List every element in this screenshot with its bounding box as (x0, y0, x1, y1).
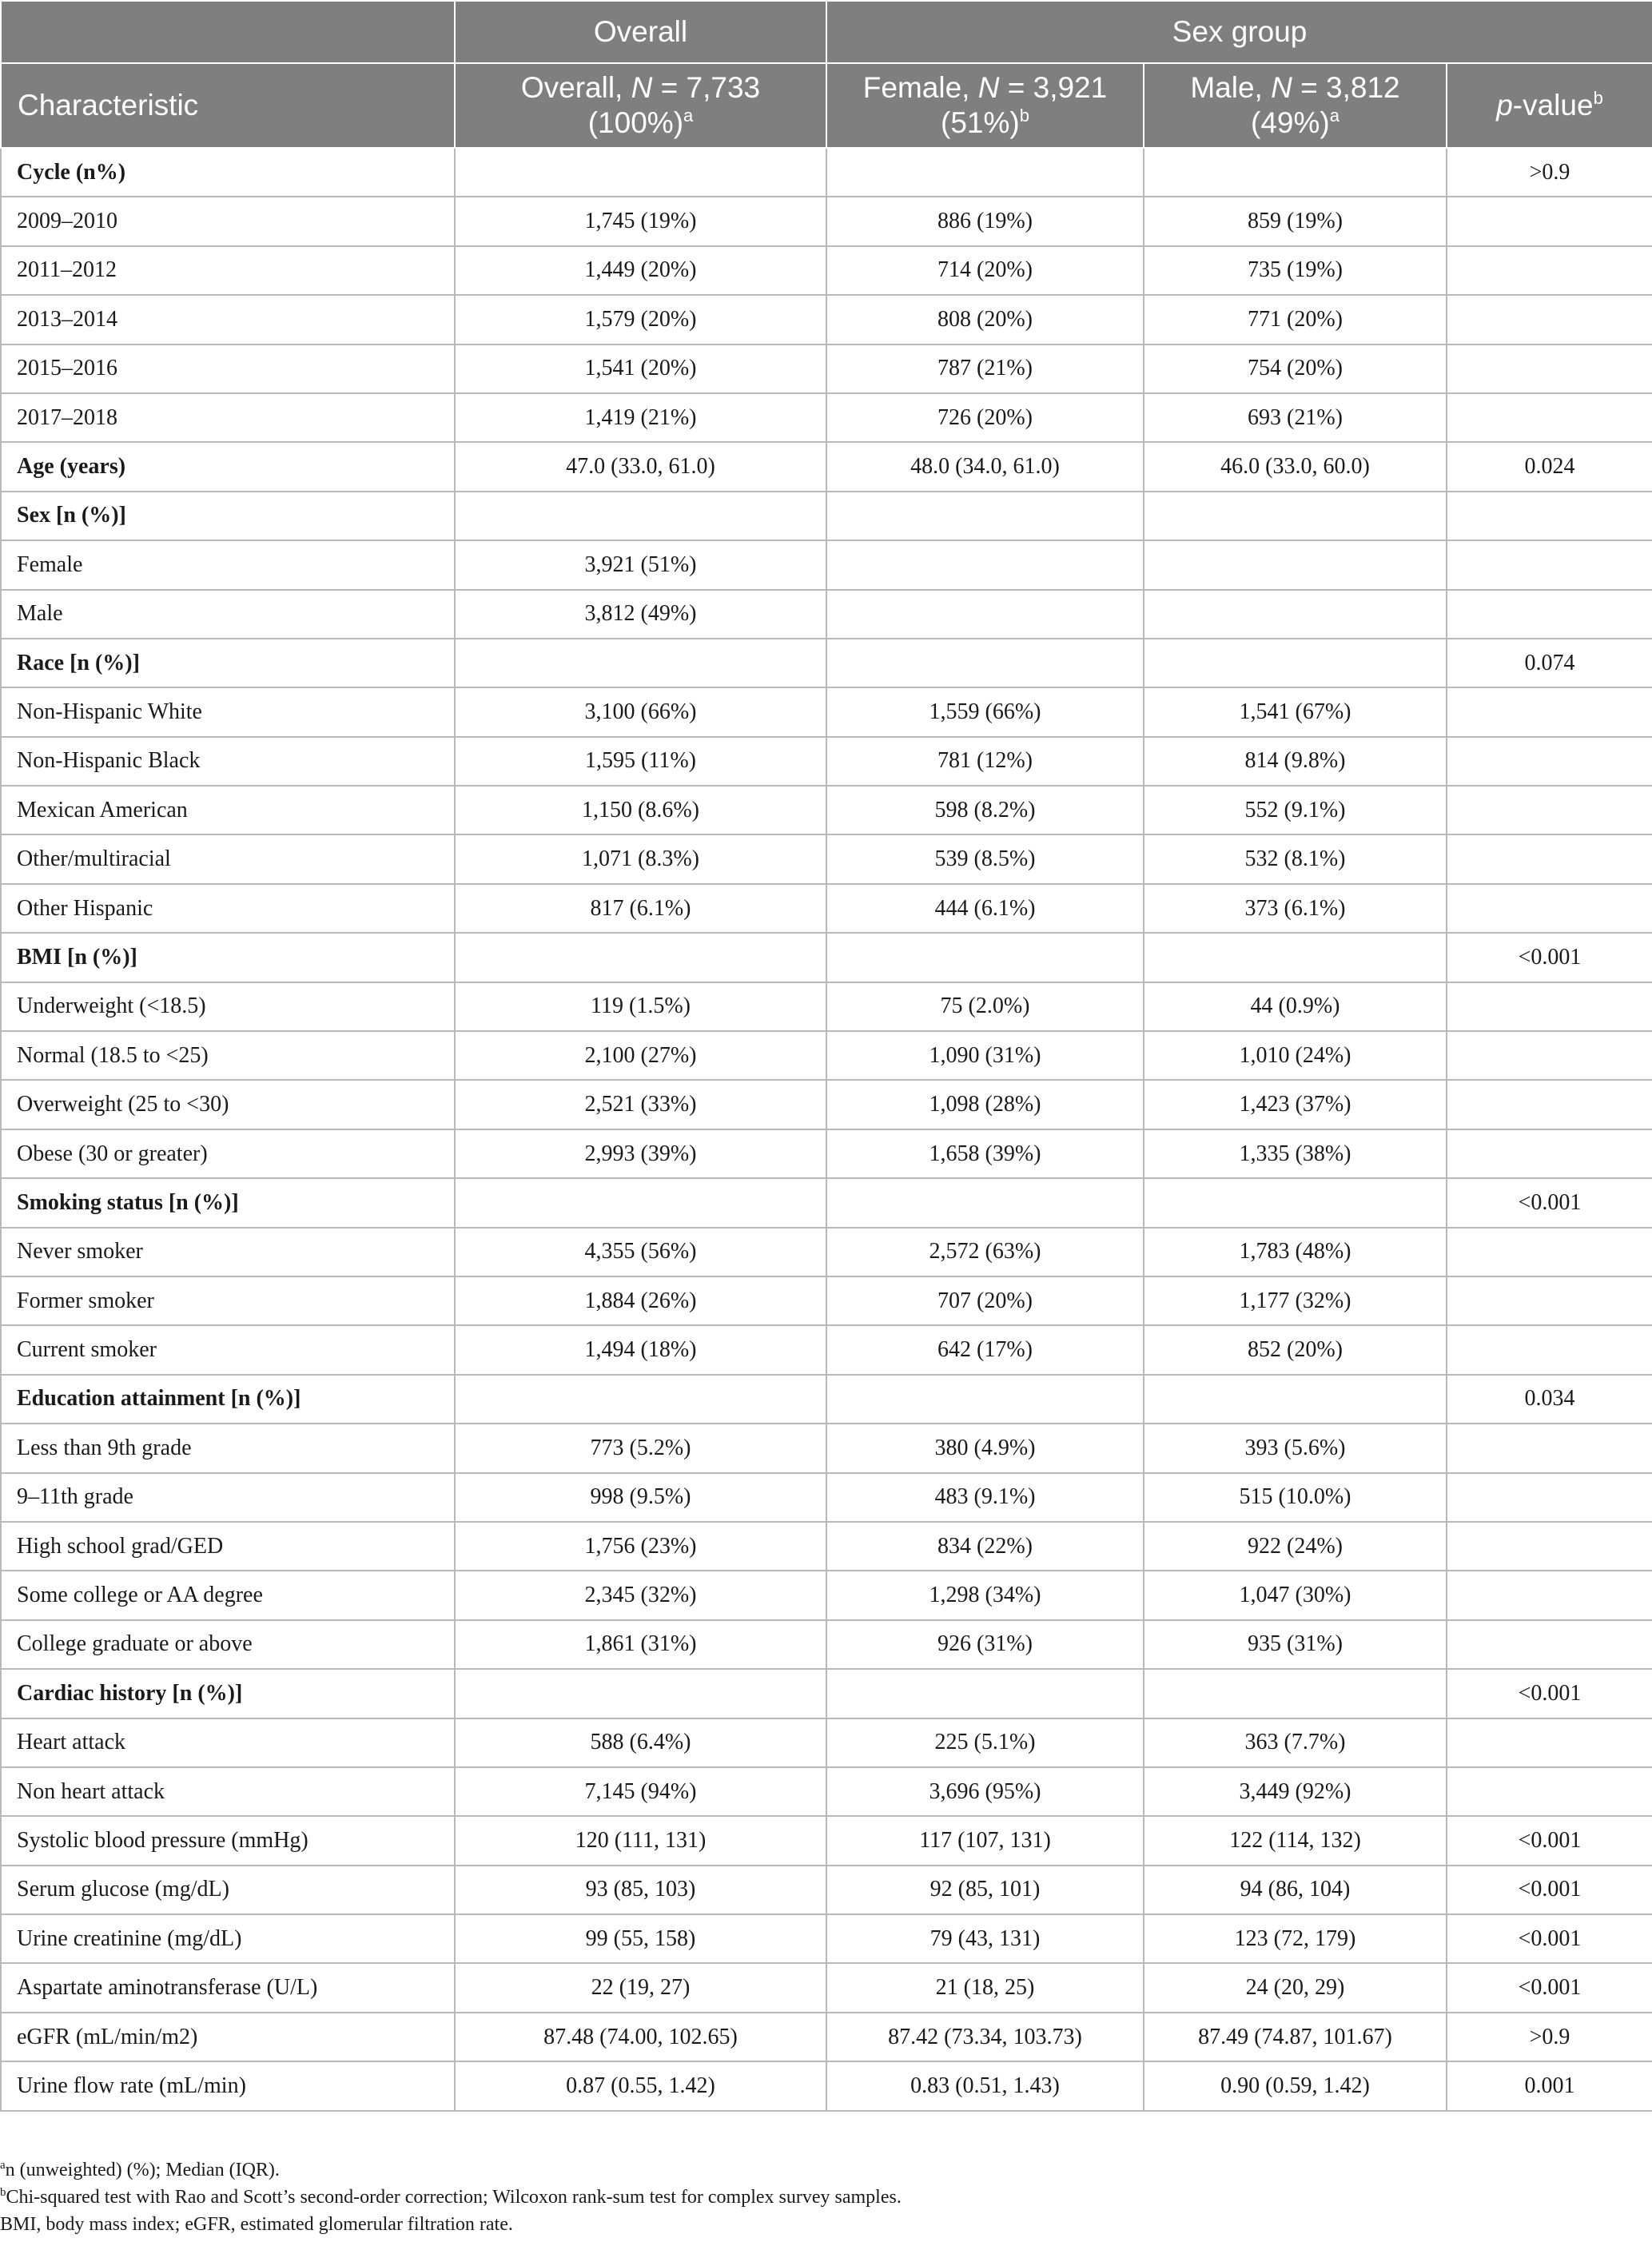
cell-female: 598 (8.2%) (826, 786, 1144, 834)
table-row (1, 1178, 1652, 1227)
row-label: Underweight (<18.5) (1, 982, 455, 1031)
cell-male: 859 (19%) (1144, 197, 1447, 245)
cell-male: 754 (20%) (1144, 344, 1447, 393)
cell-male: 771 (20%) (1144, 295, 1447, 344)
row-label: Urine flow rate (mL/min) (1, 2061, 455, 2110)
cell-female: 21 (18, 25) (826, 1963, 1144, 2012)
cell-female: 3,696 (95%) (826, 1767, 1144, 1816)
table-row (1, 393, 1652, 442)
cell-overall: 7,145 (94%) (455, 1767, 826, 1816)
cell-female (826, 540, 1144, 589)
header-group-overall: Overall (455, 1, 826, 63)
cell-pvalue (1447, 295, 1652, 344)
cell-female (826, 1669, 1144, 1718)
cell-overall (455, 1375, 826, 1424)
cell-male (1144, 148, 1447, 197)
row-label: Normal (18.5 to <25) (1, 1031, 455, 1080)
footnote (0, 2211, 1652, 2238)
cell-male: 852 (20%) (1144, 1325, 1447, 1374)
cell-male: 3,449 (92%) (1144, 1767, 1447, 1816)
cell-overall: 998 (9.5%) (455, 1473, 826, 1522)
cell-pvalue (1447, 1424, 1652, 1472)
cell-female (826, 639, 1144, 687)
cell-pvalue: <0.001 (1447, 1816, 1652, 1865)
cell-overall: 1,884 (26%) (455, 1276, 826, 1325)
cell-female: 117 (107, 131) (826, 1816, 1144, 1865)
row-label: Never smoker (1, 1228, 455, 1276)
header-male-sup: a (1329, 106, 1340, 125)
cell-female: 92 (85, 101) (826, 1866, 1144, 1914)
cell-overall: 773 (5.2%) (455, 1424, 826, 1472)
cell-overall: 2,521 (33%) (455, 1080, 826, 1129)
table-row (1, 197, 1652, 245)
table-row (1, 737, 1652, 786)
cell-male: 1,010 (24%) (1144, 1031, 1447, 1080)
row-label: Aspartate aminotransferase (U/L) (1, 1963, 455, 2012)
header-group-row (1, 1, 1652, 63)
header-pvalue (1447, 63, 1652, 148)
row-label: Overweight (25 to <30) (1, 1080, 455, 1129)
cell-overall: 0.87 (0.55, 1.42) (455, 2061, 826, 2110)
table-row (1, 1080, 1652, 1129)
cell-female: 1,090 (31%) (826, 1031, 1144, 1080)
cell-pvalue (1447, 590, 1652, 639)
cell-pvalue (1447, 1767, 1652, 1816)
header-empty-cell (1, 1, 455, 63)
row-label: 2013–2014 (1, 295, 455, 344)
cell-male: 1,783 (48%) (1144, 1228, 1447, 1276)
cell-overall (455, 492, 826, 540)
cell-pvalue (1447, 1276, 1652, 1325)
cell-male (1144, 492, 1447, 540)
row-label: Other/multiracial (1, 834, 455, 883)
table-row (1, 1473, 1652, 1522)
cell-overall (455, 1669, 826, 1718)
cell-overall: 1,494 (18%) (455, 1325, 826, 1374)
cell-male (1144, 590, 1447, 639)
cell-pvalue (1447, 687, 1652, 736)
table-row (1, 2013, 1652, 2061)
cell-male: 1,177 (32%) (1144, 1276, 1447, 1325)
cell-pvalue (1447, 1080, 1652, 1129)
cell-overall: 817 (6.1%) (455, 884, 826, 933)
cell-female: 726 (20%) (826, 393, 1144, 442)
cell-overall: 3,100 (66%) (455, 687, 826, 736)
cell-pvalue (1447, 786, 1652, 834)
cell-pvalue (1447, 1031, 1652, 1080)
header-female (826, 63, 1144, 148)
row-label: Former smoker (1, 1276, 455, 1325)
cell-female: 926 (31%) (826, 1620, 1144, 1669)
cell-overall: 2,993 (39%) (455, 1129, 826, 1178)
table-row (1, 295, 1652, 344)
cell-male: 1,335 (38%) (1144, 1129, 1447, 1178)
cell-male: 814 (9.8%) (1144, 737, 1447, 786)
cell-overall: 119 (1.5%) (455, 982, 826, 1031)
row-label: Age (years) (1, 442, 455, 491)
cell-male (1144, 1178, 1447, 1227)
table-row (1, 492, 1652, 540)
cell-overall: 1,419 (21%) (455, 393, 826, 442)
cell-pvalue (1447, 197, 1652, 245)
cell-female (826, 1178, 1144, 1227)
table-row (1, 1571, 1652, 1619)
cell-male: 24 (20, 29) (1144, 1963, 1447, 2012)
cell-male: 532 (8.1%) (1144, 834, 1447, 883)
table-row (1, 246, 1652, 295)
cell-female: 75 (2.0%) (826, 982, 1144, 1031)
table-row (1, 1031, 1652, 1080)
header-column-row (1, 63, 1652, 148)
table-row (1, 1718, 1652, 1767)
cell-overall: 22 (19, 27) (455, 1963, 826, 2012)
header-female-sup: b (1019, 106, 1029, 125)
cell-male: 515 (10.0%) (1144, 1473, 1447, 1522)
cell-pvalue: >0.9 (1447, 2013, 1652, 2061)
cell-female: 380 (4.9%) (826, 1424, 1144, 1472)
footnote-text: n (unweighted) (%); Median (IQR). (5, 2160, 280, 2180)
cell-female: 48.0 (34.0, 61.0) (826, 442, 1144, 491)
row-label: Some college or AA degree (1, 1571, 455, 1619)
cell-pvalue (1447, 1228, 1652, 1276)
cell-pvalue: 0.024 (1447, 442, 1652, 491)
cell-female (826, 492, 1144, 540)
row-label: College graduate or above (1, 1620, 455, 1669)
cell-overall (455, 639, 826, 687)
cell-overall: 3,812 (49%) (455, 590, 826, 639)
cell-male: 393 (5.6%) (1144, 1424, 1447, 1472)
cell-female: 787 (21%) (826, 344, 1144, 393)
cell-pvalue: <0.001 (1447, 1866, 1652, 1914)
cell-overall: 93 (85, 103) (455, 1866, 826, 1914)
cell-overall: 1,595 (11%) (455, 737, 826, 786)
row-label: BMI [n (%)] (1, 933, 455, 982)
table-row (1, 2061, 1652, 2110)
header-overall-label: Overall, N = 7,733 (100%) (520, 70, 761, 139)
row-label: Cycle (n%) (1, 148, 455, 197)
footnote-marker: a (0, 2159, 6, 2172)
cell-female: 79 (43, 131) (826, 1914, 1144, 1963)
cell-male (1144, 639, 1447, 687)
table-row (1, 344, 1652, 393)
cell-overall (455, 148, 826, 197)
table-row (1, 1866, 1652, 1914)
cell-female (826, 590, 1144, 639)
table-row (1, 1375, 1652, 1424)
cell-female: 1,098 (28%) (826, 1080, 1144, 1129)
table-row (1, 1424, 1652, 1472)
cell-pvalue (1447, 344, 1652, 393)
header-female-label: Female, N = 3,921 (51%) (862, 70, 1108, 139)
row-label: Urine creatinine (mg/dL) (1, 1914, 455, 1963)
cell-overall (455, 1178, 826, 1227)
cell-female: 808 (20%) (826, 295, 1144, 344)
table-row (1, 786, 1652, 834)
table-row (1, 1228, 1652, 1276)
cell-female: 1,658 (39%) (826, 1129, 1144, 1178)
cell-pvalue: <0.001 (1447, 933, 1652, 982)
cell-overall: 588 (6.4%) (455, 1718, 826, 1767)
row-label: 2009–2010 (1, 197, 455, 245)
cell-female: 225 (5.1%) (826, 1718, 1144, 1767)
cell-female: 1,298 (34%) (826, 1571, 1144, 1619)
cell-pvalue: <0.001 (1447, 1963, 1652, 2012)
table-row (1, 1767, 1652, 1816)
cell-pvalue (1447, 393, 1652, 442)
row-label: Serum glucose (mg/dL) (1, 1866, 455, 1914)
cell-pvalue: 0.074 (1447, 639, 1652, 687)
footnote-text: BMI, body mass index; eGFR, estimated glomerular filtration rate. (0, 2214, 513, 2235)
cell-overall: 1,756 (23%) (455, 1522, 826, 1571)
cell-overall: 120 (111, 131) (455, 1816, 826, 1865)
table-row (1, 1129, 1652, 1178)
cell-female: 714 (20%) (826, 246, 1144, 295)
cell-female: 0.83 (0.51, 1.43) (826, 2061, 1144, 2110)
cell-male: 44 (0.9%) (1144, 982, 1447, 1031)
cell-male: 935 (31%) (1144, 1620, 1447, 1669)
cell-pvalue (1447, 1718, 1652, 1767)
row-label: Mexican American (1, 786, 455, 834)
row-label: Current smoker (1, 1325, 455, 1374)
cell-pvalue: <0.001 (1447, 1669, 1652, 1718)
row-label: Other Hispanic (1, 884, 455, 933)
cell-female: 781 (12%) (826, 737, 1144, 786)
table-row (1, 148, 1652, 197)
cell-male: 552 (9.1%) (1144, 786, 1447, 834)
table-body (1, 148, 1652, 2111)
cell-pvalue (1447, 1571, 1652, 1619)
cell-male: 1,541 (67%) (1144, 687, 1447, 736)
row-label: 2017–2018 (1, 393, 455, 442)
cell-female (826, 933, 1144, 982)
row-label: Male (1, 590, 455, 639)
table-row (1, 1620, 1652, 1669)
cell-pvalue (1447, 1473, 1652, 1522)
cell-overall: 47.0 (33.0, 61.0) (455, 442, 826, 491)
cell-pvalue: 0.001 (1447, 2061, 1652, 2110)
header-characteristic (1, 63, 455, 148)
row-label: Systolic blood pressure (mmHg) (1, 1816, 455, 1865)
cell-male (1144, 933, 1447, 982)
header-male (1144, 63, 1447, 148)
cell-pvalue (1447, 1129, 1652, 1178)
cell-pvalue: <0.001 (1447, 1178, 1652, 1227)
cell-female: 886 (19%) (826, 197, 1144, 245)
row-label: Cardiac history [n (%)] (1, 1669, 455, 1718)
table-row (1, 687, 1652, 736)
table-header (1, 1, 1652, 148)
row-label: 2011–2012 (1, 246, 455, 295)
cell-male: 1,047 (30%) (1144, 1571, 1447, 1619)
row-label: Race [n (%)] (1, 639, 455, 687)
row-label: Heart attack (1, 1718, 455, 1767)
footnote-text: Chi-squared test with Rao and Scott’s second-order correction; Wilcoxon rank-sum test for complex survey samples. (6, 2187, 902, 2208)
header-pvalue-label: p-value (1496, 88, 1594, 121)
cell-pvalue (1447, 492, 1652, 540)
row-label: Female (1, 540, 455, 589)
cell-pvalue: <0.001 (1447, 1914, 1652, 1963)
row-label: Non-Hispanic Black (1, 737, 455, 786)
table-row (1, 639, 1652, 687)
row-label: eGFR (mL/min/m2) (1, 2013, 455, 2061)
table-row (1, 1325, 1652, 1374)
cell-pvalue (1447, 834, 1652, 883)
cell-male: 122 (114, 132) (1144, 1816, 1447, 1865)
cell-pvalue: >0.9 (1447, 148, 1652, 197)
cell-overall: 1,449 (20%) (455, 246, 826, 295)
cell-male (1144, 1669, 1447, 1718)
header-overall-sup: a (683, 106, 694, 125)
row-label: Less than 9th grade (1, 1424, 455, 1472)
footnote-marker: b (0, 2186, 6, 2199)
row-label: High school grad/GED (1, 1522, 455, 1571)
cell-overall: 4,355 (56%) (455, 1228, 826, 1276)
cell-female: 2,572 (63%) (826, 1228, 1144, 1276)
cell-male: 46.0 (33.0, 60.0) (1144, 442, 1447, 491)
table-row (1, 1522, 1652, 1571)
cell-pvalue (1447, 540, 1652, 589)
row-label: Education attainment [n (%)] (1, 1375, 455, 1424)
cell-female: 707 (20%) (826, 1276, 1144, 1325)
header-pvalue-sup: b (1593, 87, 1603, 108)
cell-overall: 99 (55, 158) (455, 1914, 826, 1963)
cell-male: 363 (7.7%) (1144, 1718, 1447, 1767)
table-row (1, 442, 1652, 491)
cell-male: 123 (72, 179) (1144, 1914, 1447, 1963)
row-label: Obese (30 or greater) (1, 1129, 455, 1178)
cell-overall: 3,921 (51%) (455, 540, 826, 589)
cell-pvalue: 0.034 (1447, 1375, 1652, 1424)
cell-female: 642 (17%) (826, 1325, 1144, 1374)
cell-overall: 1,150 (8.6%) (455, 786, 826, 834)
cell-overall: 2,100 (27%) (455, 1031, 826, 1080)
row-label: Non heart attack (1, 1767, 455, 1816)
row-label: Smoking status [n (%)] (1, 1178, 455, 1227)
table-row (1, 1276, 1652, 1325)
cell-overall: 1,579 (20%) (455, 295, 826, 344)
footnote (0, 2156, 1652, 2184)
cell-pvalue (1447, 1620, 1652, 1669)
cell-male (1144, 540, 1447, 589)
table-row (1, 933, 1652, 982)
cell-female: 539 (8.5%) (826, 834, 1144, 883)
table-row (1, 1816, 1652, 1865)
cell-pvalue (1447, 737, 1652, 786)
row-label: 2015–2016 (1, 344, 455, 393)
header-characteristic-label: Characteristic (18, 88, 199, 121)
table-row (1, 982, 1652, 1031)
cell-overall (455, 933, 826, 982)
cell-overall: 87.48 (74.00, 102.65) (455, 2013, 826, 2061)
cell-male: 0.90 (0.59, 1.42) (1144, 2061, 1447, 2110)
cell-male: 373 (6.1%) (1144, 884, 1447, 933)
row-label: Sex [n (%)] (1, 492, 455, 540)
table-row (1, 1963, 1652, 2012)
cell-pvalue (1447, 982, 1652, 1031)
cell-female: 87.42 (73.34, 103.73) (826, 2013, 1144, 2061)
cell-male: 735 (19%) (1144, 246, 1447, 295)
table-row (1, 834, 1652, 883)
cell-pvalue (1447, 1325, 1652, 1374)
cell-female: 483 (9.1%) (826, 1473, 1144, 1522)
cell-pvalue (1447, 884, 1652, 933)
cell-female: 1,559 (66%) (826, 687, 1144, 736)
cell-male: 87.49 (74.87, 101.67) (1144, 2013, 1447, 2061)
cell-female (826, 1375, 1144, 1424)
header-group-sex: Sex group (826, 1, 1652, 63)
footnotes (0, 2156, 1652, 2238)
cell-female: 444 (6.1%) (826, 884, 1144, 933)
table-row (1, 1914, 1652, 1963)
header-male-label: Male, N = 3,812 (49%) (1190, 70, 1400, 139)
table-row (1, 590, 1652, 639)
footnote (0, 2184, 1652, 2211)
cell-overall: 1,071 (8.3%) (455, 834, 826, 883)
cell-male (1144, 1375, 1447, 1424)
header-overall (455, 63, 826, 148)
cell-male: 922 (24%) (1144, 1522, 1447, 1571)
cell-pvalue (1447, 1522, 1652, 1571)
cell-overall: 2,345 (32%) (455, 1571, 826, 1619)
cell-overall: 1,745 (19%) (455, 197, 826, 245)
row-label: 9–11th grade (1, 1473, 455, 1522)
cell-overall: 1,541 (20%) (455, 344, 826, 393)
row-label: Non-Hispanic White (1, 687, 455, 736)
table-row (1, 540, 1652, 589)
cell-male: 94 (86, 104) (1144, 1866, 1447, 1914)
cell-male: 1,423 (37%) (1144, 1080, 1447, 1129)
table-row (1, 1669, 1652, 1718)
cell-pvalue (1447, 246, 1652, 295)
cell-male: 693 (21%) (1144, 393, 1447, 442)
table-row (1, 884, 1652, 933)
cell-female: 834 (22%) (826, 1522, 1144, 1571)
cell-overall: 1,861 (31%) (455, 1620, 826, 1669)
cell-female (826, 148, 1144, 197)
